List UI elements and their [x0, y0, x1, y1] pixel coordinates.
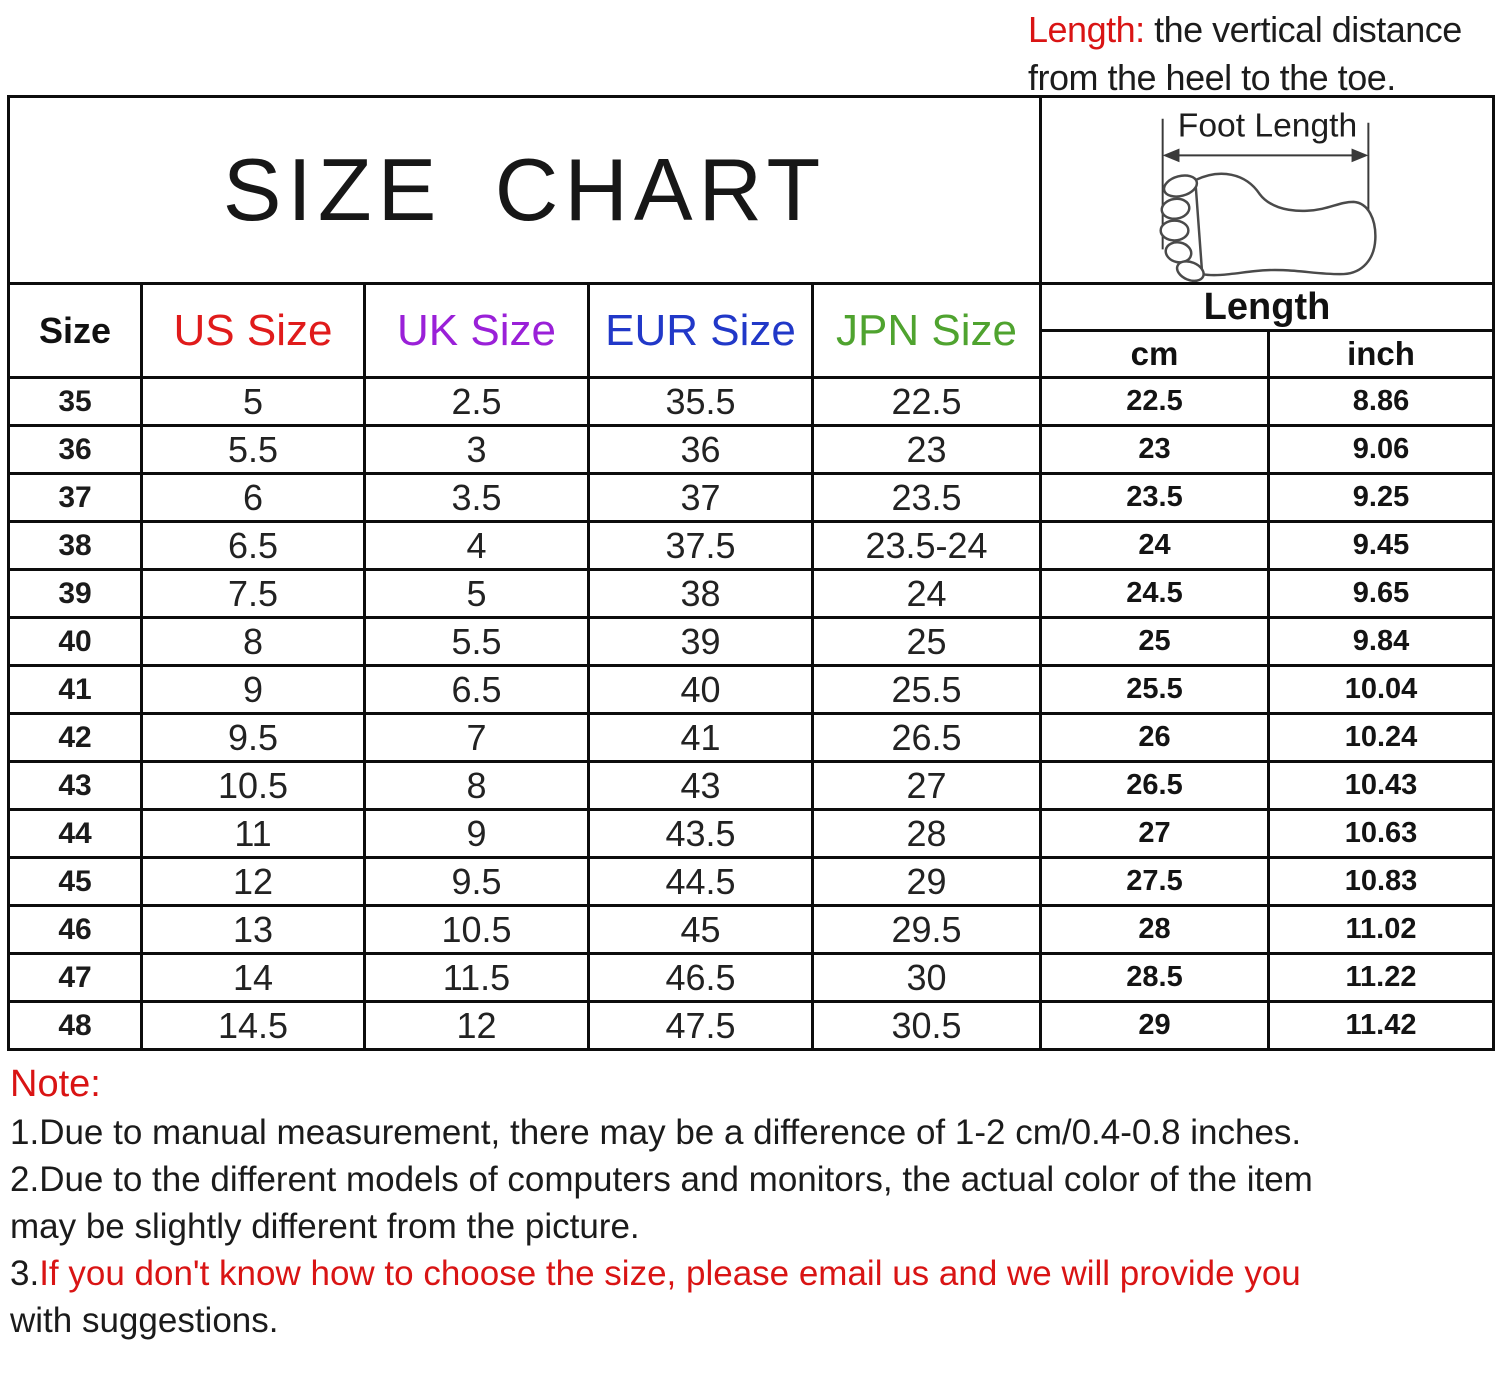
eur-cell: 40	[589, 666, 813, 714]
inch-cell: 11.42	[1269, 1002, 1494, 1050]
table-header-row	[9, 284, 1494, 331]
us-cell: 9.5	[142, 714, 365, 762]
inch-cell: 10.83	[1269, 858, 1494, 906]
cm-cell: 26	[1041, 714, 1269, 762]
dimension-arrowhead-right	[1352, 148, 1369, 162]
us-cell: 14	[142, 954, 365, 1002]
note-1: 1.Due to manual measurement, there may be a difference of 1-2 cm/0.4-0.8 inches.	[10, 1113, 1302, 1152]
eur-cell: 37	[589, 474, 813, 522]
us-cell: 12	[142, 858, 365, 906]
us-cell: 9	[142, 666, 365, 714]
inch-cell: 8.86	[1269, 378, 1494, 426]
table-row	[9, 474, 1494, 522]
toe-3	[1161, 221, 1189, 241]
jpn-cell: 29	[813, 858, 1041, 906]
jpn-cell: 22.5	[813, 378, 1041, 426]
cm-cell: 25	[1041, 618, 1269, 666]
size-chart-title: SIZE CHART	[9, 97, 1041, 284]
us-cell: 13	[142, 906, 365, 954]
table-row	[9, 666, 1494, 714]
foot-diagram	[1041, 97, 1494, 284]
eur-cell: 37.5	[589, 522, 813, 570]
notes-section	[10, 1059, 1490, 1344]
table-row	[9, 810, 1494, 858]
foot-measure-illustration	[1042, 98, 1492, 282]
inch-cell: 9.65	[1269, 570, 1494, 618]
table-row	[9, 426, 1494, 474]
inch-cell: 9.84	[1269, 618, 1494, 666]
jpn-cell: 24	[813, 570, 1041, 618]
eur-cell: 44.5	[589, 858, 813, 906]
size-cell: 46	[9, 906, 142, 954]
jpn-cell: 30.5	[813, 1002, 1041, 1050]
inch-cell: 10.04	[1269, 666, 1494, 714]
size-table-body	[9, 378, 1494, 1050]
size-cell: 36	[9, 426, 142, 474]
jpn-cell: 28	[813, 810, 1041, 858]
uk-cell: 2.5	[365, 378, 589, 426]
size-cell: 40	[9, 618, 142, 666]
cm-cell: 26.5	[1041, 762, 1269, 810]
us-cell: 8	[142, 618, 365, 666]
eur-cell: 39	[589, 618, 813, 666]
jpn-cell: 29.5	[813, 906, 1041, 954]
jpn-cell: 26.5	[813, 714, 1041, 762]
length-definition-label: Length:	[1028, 9, 1145, 50]
size-cell: 47	[9, 954, 142, 1002]
note-3-number: 3.	[10, 1254, 40, 1293]
us-cell: 14.5	[142, 1002, 365, 1050]
eur-cell: 35.5	[589, 378, 813, 426]
jpn-cell: 25.5	[813, 666, 1041, 714]
us-cell: 6.5	[142, 522, 365, 570]
length-column-header: Length	[1041, 284, 1494, 331]
size-chart-table	[7, 95, 1495, 1051]
eur-cell: 38	[589, 570, 813, 618]
toe-2	[1160, 197, 1190, 220]
table-row	[9, 1002, 1494, 1050]
inch-cell: 10.43	[1269, 762, 1494, 810]
us-cell: 10.5	[142, 762, 365, 810]
jpn-cell: 30	[813, 954, 1041, 1002]
table-row	[9, 954, 1494, 1002]
us-cell: 5	[142, 378, 365, 426]
uk-cell: 11.5	[365, 954, 589, 1002]
size-cell: 37	[9, 474, 142, 522]
eur-cell: 36	[589, 426, 813, 474]
uk-size-column-header: UK Size	[365, 284, 589, 378]
uk-cell: 3	[365, 426, 589, 474]
uk-cell: 7	[365, 714, 589, 762]
cm-cell: 28	[1041, 906, 1269, 954]
inch-cell: 9.45	[1269, 522, 1494, 570]
uk-cell: 5.5	[365, 618, 589, 666]
cm-column-header: cm	[1041, 331, 1269, 378]
eur-cell: 43.5	[589, 810, 813, 858]
us-size-column-header: US Size	[142, 284, 365, 378]
cm-cell: 28.5	[1041, 954, 1269, 1002]
banner-row	[9, 97, 1494, 284]
jpn-cell: 27	[813, 762, 1041, 810]
size-cell: 44	[9, 810, 142, 858]
table-row	[9, 378, 1494, 426]
jpn-size-column-header: JPN Size	[813, 284, 1041, 378]
size-cell: 35	[9, 378, 142, 426]
note-3-text: If you don't know how to choose the size, please email us and we will provide you	[39, 1254, 1301, 1293]
table-row	[9, 762, 1494, 810]
uk-cell: 3.5	[365, 474, 589, 522]
note-3-line-1	[10, 1250, 1490, 1297]
cm-cell: 24.5	[1041, 570, 1269, 618]
inch-cell: 11.22	[1269, 954, 1494, 1002]
cm-cell: 24	[1041, 522, 1269, 570]
size-cell: 39	[9, 570, 142, 618]
uk-cell: 10.5	[365, 906, 589, 954]
cm-cell: 23.5	[1041, 474, 1269, 522]
jpn-cell: 25	[813, 618, 1041, 666]
us-cell: 5.5	[142, 426, 365, 474]
eur-cell: 45	[589, 906, 813, 954]
cm-cell: 22.5	[1041, 378, 1269, 426]
size-column-header: Size	[9, 284, 142, 378]
uk-cell: 8	[365, 762, 589, 810]
eur-cell: 47.5	[589, 1002, 813, 1050]
uk-cell: 9	[365, 810, 589, 858]
cm-cell: 27	[1041, 810, 1269, 858]
size-cell: 41	[9, 666, 142, 714]
us-cell: 11	[142, 810, 365, 858]
size-cell: 48	[9, 1002, 142, 1050]
cm-cell: 27.5	[1041, 858, 1269, 906]
uk-cell: 5	[365, 570, 589, 618]
inch-cell: 11.02	[1269, 906, 1494, 954]
inch-cell: 10.63	[1269, 810, 1494, 858]
foot-length-label: Foot Length	[1177, 107, 1358, 145]
us-cell: 7.5	[142, 570, 365, 618]
table-row	[9, 522, 1494, 570]
jpn-cell: 23.5-24	[813, 522, 1041, 570]
table-row	[9, 618, 1494, 666]
inch-cell: 10.24	[1269, 714, 1494, 762]
eur-size-column-header: EUR Size	[589, 284, 813, 378]
inch-cell: 9.06	[1269, 426, 1494, 474]
notes-title: Note:	[10, 1063, 101, 1105]
eur-cell: 46.5	[589, 954, 813, 1002]
dimension-arrowhead-left	[1163, 148, 1180, 162]
cm-cell: 23	[1041, 426, 1269, 474]
uk-cell: 9.5	[365, 858, 589, 906]
length-definition-text-2: from the heel to the toe.	[1028, 57, 1396, 98]
length-definition	[1028, 6, 1498, 102]
jpn-cell: 23.5	[813, 474, 1041, 522]
foot-outline	[1195, 174, 1375, 275]
length-definition-text-1: the vertical distance	[1144, 9, 1462, 50]
uk-cell: 6.5	[365, 666, 589, 714]
big-toe	[1162, 172, 1200, 200]
note-2-line-1: 2.Due to the different models of computers and monitors, the actual color of the item	[10, 1160, 1313, 1199]
inch-column-header: inch	[1269, 331, 1494, 378]
us-cell: 6	[142, 474, 365, 522]
cm-cell: 25.5	[1041, 666, 1269, 714]
table-row	[9, 570, 1494, 618]
inch-cell: 9.25	[1269, 474, 1494, 522]
table-row	[9, 858, 1494, 906]
table-row	[9, 714, 1494, 762]
uk-cell: 12	[365, 1002, 589, 1050]
uk-cell: 4	[365, 522, 589, 570]
note-2-line-2: may be slightly different from the picture.	[10, 1207, 640, 1246]
note-3-line-2: with suggestions.	[10, 1301, 279, 1340]
eur-cell: 43	[589, 762, 813, 810]
size-cell: 43	[9, 762, 142, 810]
size-cell: 38	[9, 522, 142, 570]
size-cell: 42	[9, 714, 142, 762]
jpn-cell: 23	[813, 426, 1041, 474]
table-row	[9, 906, 1494, 954]
eur-cell: 41	[589, 714, 813, 762]
size-cell: 45	[9, 858, 142, 906]
cm-cell: 29	[1041, 1002, 1269, 1050]
